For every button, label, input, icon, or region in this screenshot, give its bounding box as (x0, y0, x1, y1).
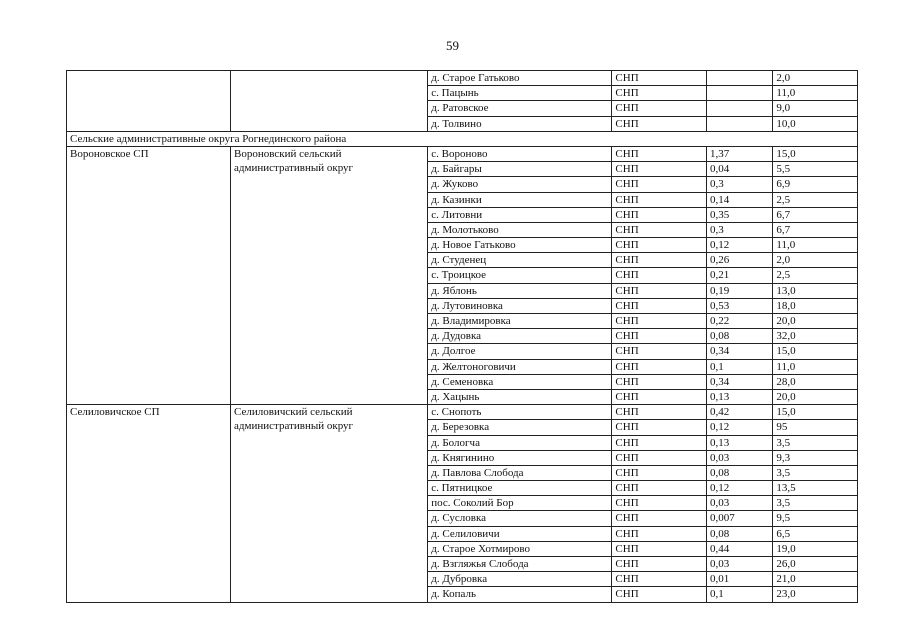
settlement-cell: д. Княгинино (428, 450, 612, 465)
settlement-cell: д. Новое Гатьково (428, 238, 612, 253)
area-cell: 0,08 (707, 526, 773, 541)
type-cell: СНП (612, 557, 707, 572)
type-cell: СНП (612, 496, 707, 511)
section-header: Сельские административные округа Рогнединского района (67, 131, 858, 146)
distance-cell: 9,3 (773, 450, 858, 465)
settlement-cell: д. Семеновка (428, 374, 612, 389)
settlement-cell: д. Селиловичи (428, 526, 612, 541)
distance-cell: 13,5 (773, 481, 858, 496)
settlement-cell: д. Взгляжья Слобода (428, 557, 612, 572)
sp-cell (67, 71, 231, 132)
distance-cell: 11,0 (773, 238, 858, 253)
area-cell: 0,19 (707, 283, 773, 298)
area-cell: 0,13 (707, 435, 773, 450)
area-cell: 0,03 (707, 557, 773, 572)
area-cell: 0,12 (707, 238, 773, 253)
type-cell: СНП (612, 587, 707, 602)
type-cell: СНП (612, 238, 707, 253)
distance-cell: 9,5 (773, 511, 858, 526)
type-cell: СНП (612, 572, 707, 587)
settlement-cell: д. Бологча (428, 435, 612, 450)
settlements-table (66, 70, 858, 603)
okrug-cell (231, 71, 428, 132)
type-cell: СНП (612, 541, 707, 556)
area-cell (707, 101, 773, 116)
area-cell: 0,42 (707, 405, 773, 420)
distance-cell: 11,0 (773, 86, 858, 101)
distance-cell: 13,0 (773, 283, 858, 298)
area-cell: 0,35 (707, 207, 773, 222)
settlement-cell: д. Старое Гатьково (428, 71, 612, 86)
area-cell: 0,03 (707, 450, 773, 465)
distance-cell: 6,5 (773, 526, 858, 541)
section-header-row (67, 131, 858, 146)
type-cell: СНП (612, 177, 707, 192)
settlement-cell: д. Яблонь (428, 283, 612, 298)
settlement-cell: д. Сусловка (428, 511, 612, 526)
area-cell: 0,22 (707, 314, 773, 329)
distance-cell: 5,5 (773, 162, 858, 177)
settlement-cell: д. Старое Хотмирово (428, 541, 612, 556)
settlement-cell: д. Владимировка (428, 314, 612, 329)
type-cell: СНП (612, 71, 707, 86)
settlement-cell: д. Хацынь (428, 389, 612, 404)
type-cell: СНП (612, 511, 707, 526)
area-cell: 0,03 (707, 496, 773, 511)
distance-cell: 26,0 (773, 557, 858, 572)
type-cell: СНП (612, 405, 707, 420)
distance-cell: 11,0 (773, 359, 858, 374)
distance-cell: 19,0 (773, 541, 858, 556)
settlement-cell: д. Казинки (428, 192, 612, 207)
type-cell: СНП (612, 314, 707, 329)
distance-cell: 15,0 (773, 344, 858, 359)
area-cell: 0,53 (707, 298, 773, 313)
distance-cell: 3,5 (773, 465, 858, 480)
area-cell: 1,37 (707, 146, 773, 161)
area-cell: 0,34 (707, 344, 773, 359)
area-cell: 0,26 (707, 253, 773, 268)
area-cell (707, 116, 773, 131)
type-cell: СНП (612, 435, 707, 450)
area-cell: 0,12 (707, 420, 773, 435)
area-cell: 0,04 (707, 162, 773, 177)
table-row (67, 146, 858, 161)
okrug-name: Селиловичский сельский административный округ (231, 405, 428, 602)
distance-cell: 6,7 (773, 222, 858, 237)
type-cell: СНП (612, 420, 707, 435)
distance-cell: 6,9 (773, 177, 858, 192)
sp-name: Селиловичское СП (67, 405, 231, 602)
distance-cell: 32,0 (773, 329, 858, 344)
type-cell: СНП (612, 268, 707, 283)
area-cell: 0,21 (707, 268, 773, 283)
type-cell: СНП (612, 207, 707, 222)
type-cell: СНП (612, 116, 707, 131)
distance-cell: 28,0 (773, 374, 858, 389)
type-cell: СНП (612, 389, 707, 404)
distance-cell: 2,5 (773, 268, 858, 283)
area-cell: 0,1 (707, 359, 773, 374)
type-cell: СНП (612, 283, 707, 298)
distance-cell: 21,0 (773, 572, 858, 587)
settlement-cell: д. Толвино (428, 116, 612, 131)
type-cell: СНП (612, 162, 707, 177)
distance-cell: 9,0 (773, 101, 858, 116)
area-cell: 0,3 (707, 222, 773, 237)
settlement-cell: д. Копаль (428, 587, 612, 602)
settlement-cell: д. Ратовское (428, 101, 612, 116)
settlement-cell: пос. Соколий Бор (428, 496, 612, 511)
area-cell: 0,1 (707, 587, 773, 602)
type-cell: СНП (612, 222, 707, 237)
settlement-cell: с. Вороново (428, 146, 612, 161)
distance-cell: 23,0 (773, 587, 858, 602)
settlement-cell: д. Долгое (428, 344, 612, 359)
settlement-cell: д. Жуково (428, 177, 612, 192)
distance-cell: 10,0 (773, 116, 858, 131)
area-cell: 0,34 (707, 374, 773, 389)
settlement-cell: д. Березовка (428, 420, 612, 435)
distance-cell: 2,5 (773, 192, 858, 207)
type-cell: СНП (612, 450, 707, 465)
distance-cell: 6,7 (773, 207, 858, 222)
area-cell: 0,08 (707, 329, 773, 344)
settlement-cell: д. Байгары (428, 162, 612, 177)
type-cell: СНП (612, 344, 707, 359)
table-row (67, 405, 858, 420)
type-cell: СНП (612, 465, 707, 480)
area-cell (707, 71, 773, 86)
settlement-cell: с. Снопоть (428, 405, 612, 420)
settlement-cell: д. Студенец (428, 253, 612, 268)
type-cell: СНП (612, 526, 707, 541)
distance-cell: 2,0 (773, 71, 858, 86)
area-cell: 0,13 (707, 389, 773, 404)
distance-cell: 15,0 (773, 405, 858, 420)
table-row (67, 71, 858, 86)
type-cell: СНП (612, 253, 707, 268)
area-cell: 0,01 (707, 572, 773, 587)
type-cell: СНП (612, 146, 707, 161)
settlement-cell: с. Литовни (428, 207, 612, 222)
type-cell: СНП (612, 101, 707, 116)
distance-cell: 20,0 (773, 314, 858, 329)
distance-cell: 18,0 (773, 298, 858, 313)
settlement-cell: д. Дудовка (428, 329, 612, 344)
type-cell: СНП (612, 374, 707, 389)
type-cell: СНП (612, 298, 707, 313)
area-cell: 0,12 (707, 481, 773, 496)
type-cell: СНП (612, 359, 707, 374)
area-cell: 0,08 (707, 465, 773, 480)
sp-name: Вороновское СП (67, 146, 231, 404)
settlement-cell: с. Троицкое (428, 268, 612, 283)
distance-cell: 95 (773, 420, 858, 435)
area-cell: 0,007 (707, 511, 773, 526)
type-cell: СНП (612, 329, 707, 344)
area-cell: 0,14 (707, 192, 773, 207)
distance-cell: 3,5 (773, 435, 858, 450)
page-number: 59 (446, 38, 459, 53)
distance-cell: 2,0 (773, 253, 858, 268)
distance-cell: 15,0 (773, 146, 858, 161)
distance-cell: 20,0 (773, 389, 858, 404)
type-cell: СНП (612, 192, 707, 207)
settlement-cell: д. Дубровка (428, 572, 612, 587)
settlement-cell: с. Пацынь (428, 86, 612, 101)
type-cell: СНП (612, 86, 707, 101)
area-cell (707, 86, 773, 101)
area-cell: 0,3 (707, 177, 773, 192)
distance-cell: 3,5 (773, 496, 858, 511)
okrug-name: Вороновский сельский административный округ (231, 146, 428, 404)
settlement-cell: д. Желтоноговичи (428, 359, 612, 374)
settlement-cell: с. Пятницкое (428, 481, 612, 496)
area-cell: 0,44 (707, 541, 773, 556)
settlement-cell: д. Павлова Слобода (428, 465, 612, 480)
settlement-cell: д. Лутовиновка (428, 298, 612, 313)
type-cell: СНП (612, 481, 707, 496)
settlement-cell: д. Молотьково (428, 222, 612, 237)
